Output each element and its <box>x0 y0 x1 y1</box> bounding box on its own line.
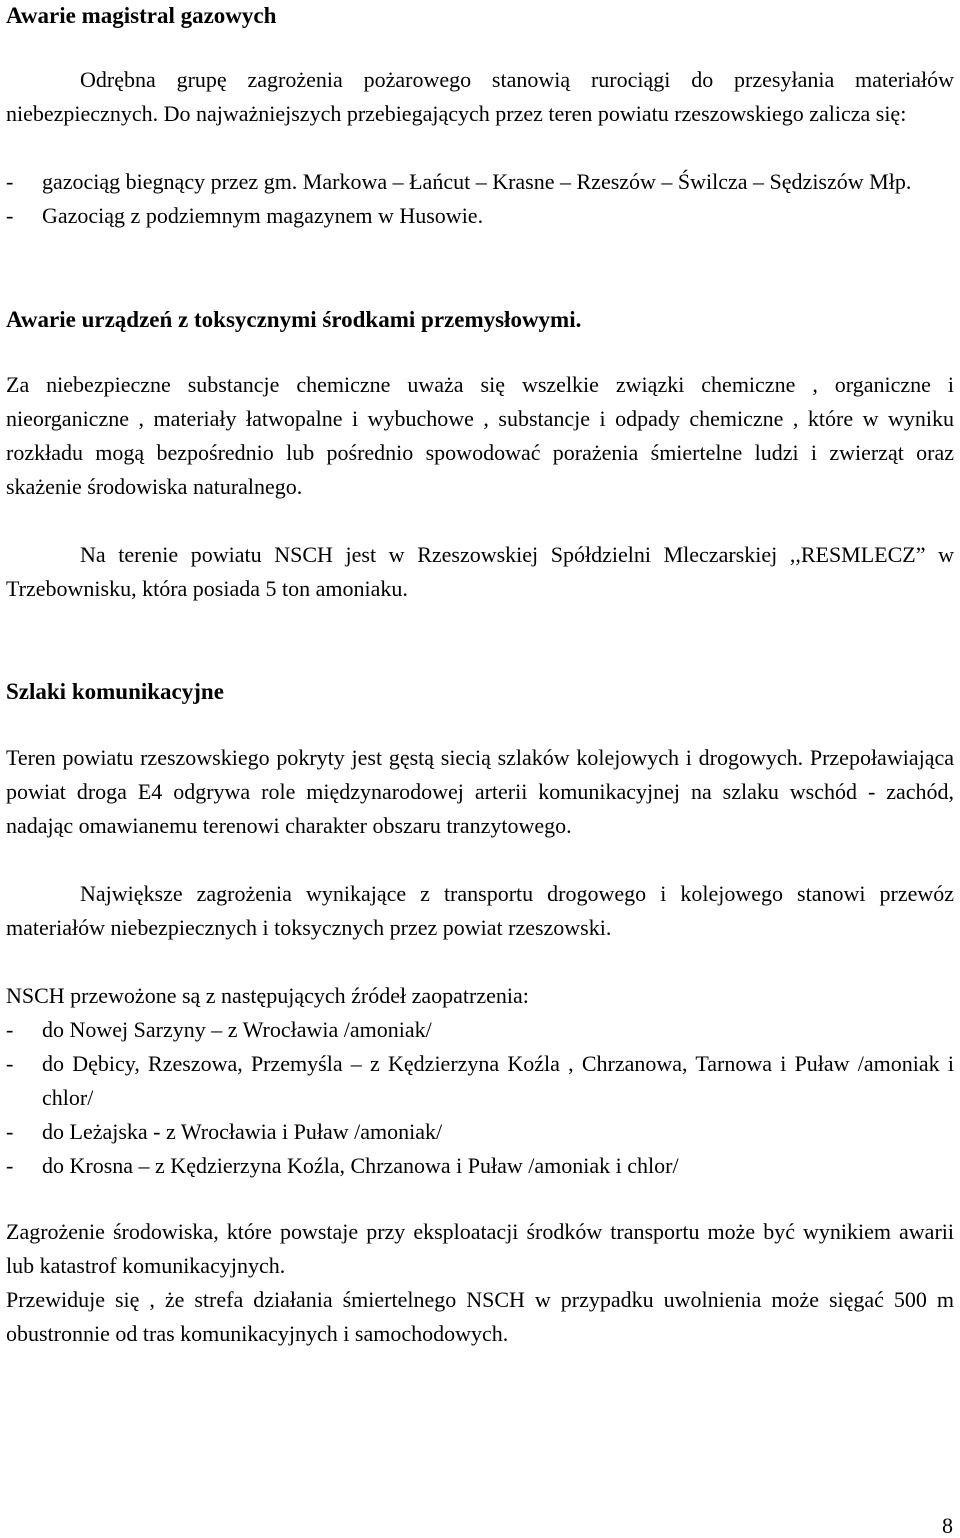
list-item: - do Dębicy, Rzeszowa, Przemyśla – z Kędzierzyna Koźla , Chrzanowa, Tarnowa i Puław /amoniak i chlor/ <box>6 1047 954 1115</box>
routes-paragraph-1: Teren powiatu rzeszowskiego pokryty jest gęstą siecią szlaków kolejowych i drogowych. Przepoławiająca powiat droga E4 odgrywa role międzynarodowej arterii komunikacyjnej na szlaku wschód - zachód, nadając omawianemu terenowi charakter obszaru tranzytowego. <box>6 745 954 838</box>
routes-paragraph-4: Zagrożenie środowiska, które powstaje przy eksploatacji środków transportu może być wynikiem awarii lub katastrof komunikacyjnych. <box>6 1219 954 1278</box>
heading-transport-routes: Szlaki komunikacyjne <box>6 679 224 704</box>
list-item: - gazociąg biegnący przez gm. Markowa – Łańcut – Krasne – Rzeszów – Świlcza – Sędziszów Młp. <box>6 165 954 199</box>
toxic-paragraph-1: Za niebezpieczne substancje chemiczne uważa się wszelkie związki chemiczne , organiczne i nieorganiczne , materiały łatwopalne i wybuchowe , substancje i odpady chemiczne , które w wyniku rozkładu mogą bezpośrednio lub pośrednio spowodować porażenia śmiertelne ludzi i zwierząt oraz skażenie środowiska naturalnego. <box>6 372 954 499</box>
list-item: - do Nowej Sarzyny – z Wrocławia /amoniak/ <box>6 1013 954 1047</box>
list-dash: - <box>6 169 14 194</box>
gas-intro-paragraph: Odrębna grupę zagrożenia pożarowego stanowią rurociągi do przesyłania materiałów niebezpiecznych. Do najważniejszych przebiegających przez teren powiatu rzeszowskiego zalicza się: <box>6 67 954 126</box>
toxic-paragraph-2: Na terenie powiatu NSCH jest w Rzeszowskiej Spółdzielni Mleczarskiej ,,RESMLECZ” w Trzebownisku, która posiada 5 ton amoniaku. <box>6 542 954 601</box>
supply-sources-list <box>6 1013 954 1183</box>
list-dash: - <box>6 1017 14 1042</box>
list-item: - Gazociąg z podziemnym magazynem w Husowie. <box>6 199 954 233</box>
list-item: - do Krosna – z Kędzierzyna Koźla, Chrzanowa i Puław /amoniak i chlor/ <box>6 1149 954 1183</box>
routes-paragraph-2: Największe zagrożenia wynikające z transportu drogowego i kolejowego stanowi przewóz materiałów niebezpiecznych i toksycznych przez powiat rzeszowski. <box>6 881 954 940</box>
list-dash: - <box>6 1153 14 1178</box>
list-dash: - <box>6 203 14 228</box>
heading-toxic-facilities: Awarie urządzeń z toksycznymi środkami przemysłowymi. <box>6 307 582 332</box>
list-dash: - <box>6 1051 14 1076</box>
routes-paragraph-5: Przewiduje się , że strefa działania śmiertelnego NSCH w przypadku uwolnienia może sięgać 500 m obustronnie od tras komunikacyjnych i samochodowych. <box>6 1287 954 1346</box>
gas-pipelines-list <box>6 165 954 233</box>
heading-gas-mains: Awarie magistral gazowych <box>6 3 277 28</box>
page-number: 8 <box>942 1513 953 1538</box>
list-item: - do Leżajska - z Wrocławia i Puław /amoniak/ <box>6 1115 954 1149</box>
routes-paragraph-3: NSCH przewożone są z następujących źródeł zaopatrzenia: <box>6 983 529 1008</box>
list-dash: - <box>6 1119 14 1144</box>
